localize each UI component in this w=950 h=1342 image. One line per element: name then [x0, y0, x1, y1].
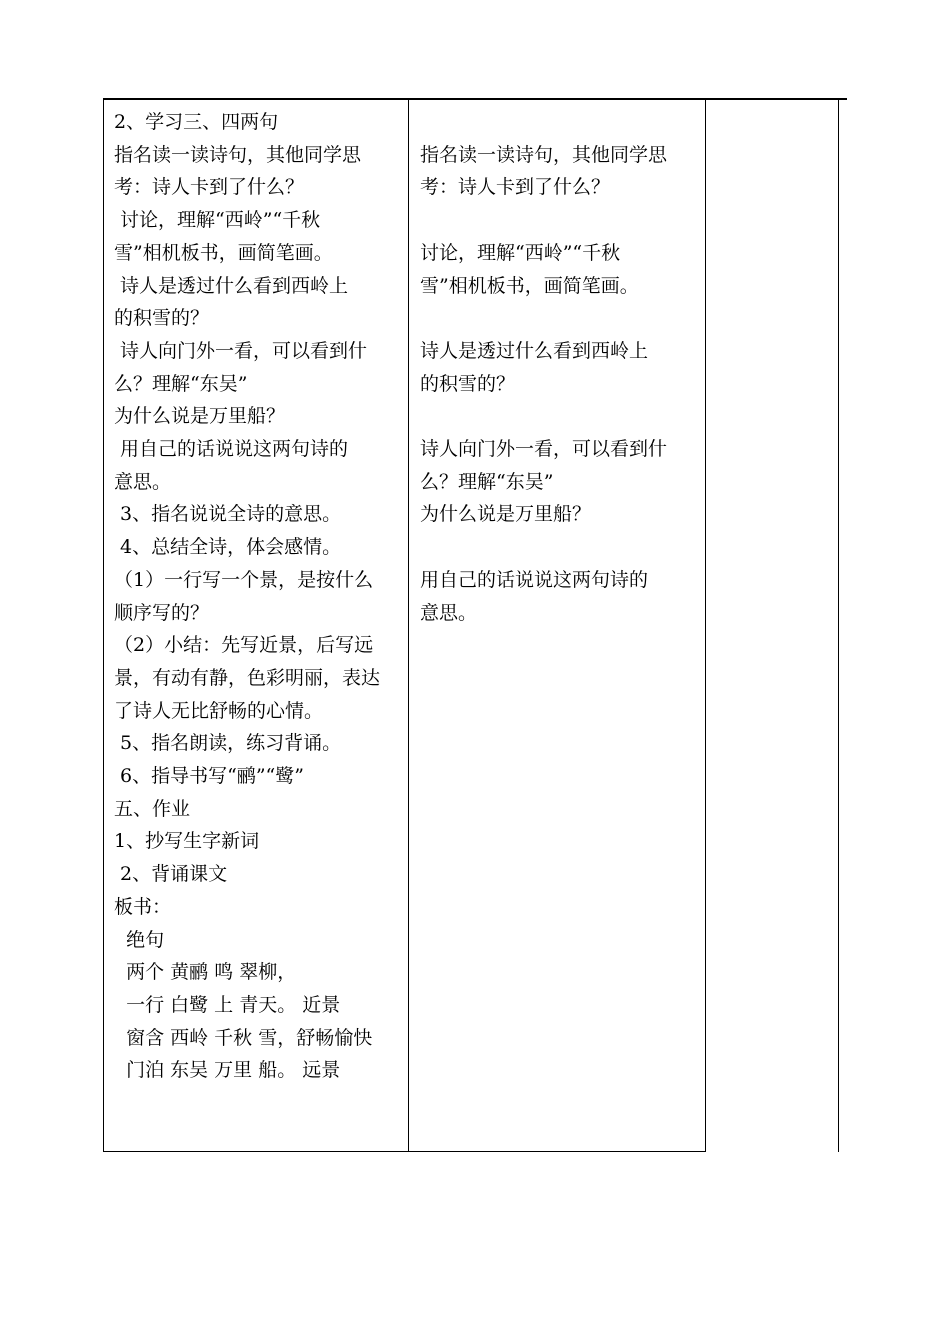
text-line: 指名读一读诗句，其他同学思: [114, 143, 362, 166]
text-line: （1）一行写一个景，是按什么: [114, 568, 374, 591]
text-line: 雪”相机板书，画简笔画。: [420, 274, 639, 297]
table-left-border: [103, 100, 104, 1152]
table-cell-student-activity: [420, 106, 702, 629]
table-top-border: [103, 98, 847, 100]
table-cell-teaching-process: [114, 106, 404, 1087]
text-line: 指名读一读诗句，其他同学思: [420, 143, 668, 166]
text-line: 2、背诵课文: [114, 863, 228, 886]
text-line: 么？理解“东吴”: [114, 372, 248, 395]
text-line: 么？理解“东吴”: [420, 470, 554, 493]
text-line: 3、指名说说全诗的意思。: [114, 503, 342, 526]
text-line: 绝句: [114, 928, 165, 951]
text-line: 5、指名朗读，练习背诵。: [114, 732, 342, 755]
text-line: 一行 白鹭 上 青天。 近景: [114, 993, 341, 1016]
column-divider-3: [838, 100, 839, 1152]
text-line: 6、指导书写“鹂”“鹭”: [114, 765, 304, 788]
text-line: 窗含 西岭 千秋 雪，舒畅愉快: [114, 1026, 373, 1049]
text-line: 考：诗人卡到了什么？: [420, 176, 611, 199]
text-line: 用自己的话说说这两句诗的: [114, 438, 349, 461]
text-line: 景，有动有静，色彩明丽，表达: [114, 666, 381, 689]
text-line: 顺序写的？: [114, 601, 210, 624]
text-line: 诗人是透过什么看到西岭上: [420, 339, 649, 362]
text-line: 4、总结全诗，体会感情。: [114, 536, 342, 559]
text-line: 为什么说是万里船？: [114, 405, 286, 428]
text-line: 考：诗人卡到了什么？: [114, 176, 305, 199]
text-line: 1、抄写生字新词: [114, 830, 260, 853]
text-line: 诗人向门外一看，可以看到什: [114, 339, 368, 362]
text-line: 诗人向门外一看，可以看到什: [420, 438, 668, 461]
text-line: 诗人是透过什么看到西岭上: [114, 274, 349, 297]
text-line: [420, 400, 702, 433]
text-line: [420, 106, 702, 139]
text-line: 讨论，理解“西岭”“千秋: [114, 209, 321, 232]
text-line: 的积雪的？: [114, 307, 210, 330]
text-line: 用自己的话说说这两句诗的: [420, 568, 649, 591]
column-divider-2: [705, 100, 706, 1152]
text-line: 门泊 东吴 万里 船。 远景: [114, 1059, 341, 1082]
text-line: 板书：: [114, 895, 172, 918]
text-line: 讨论，理解“西岭”“千秋: [420, 241, 621, 264]
text-line: [420, 204, 702, 237]
table-bottom-border: [103, 1151, 706, 1152]
column-divider-1: [408, 100, 409, 1152]
text-line: [420, 302, 702, 335]
text-line: 雪”相机板书，画简笔画。: [114, 241, 333, 264]
text-line: 意思。: [114, 470, 172, 493]
text-line: [420, 531, 702, 564]
text-line: 为什么说是万里船？: [420, 503, 592, 526]
text-line: 意思。: [420, 601, 478, 624]
text-line: 五、作业: [114, 797, 191, 820]
text-line: 两个 黄鹂 鸣 翠柳，: [114, 961, 297, 984]
text-line: 2、学习三、四两句: [114, 111, 279, 133]
text-line: 了诗人无比舒畅的心情。: [114, 699, 324, 722]
text-line: 的积雪的？: [420, 372, 516, 395]
text-line: （2）小结：先写近景，后写远: [114, 634, 374, 657]
